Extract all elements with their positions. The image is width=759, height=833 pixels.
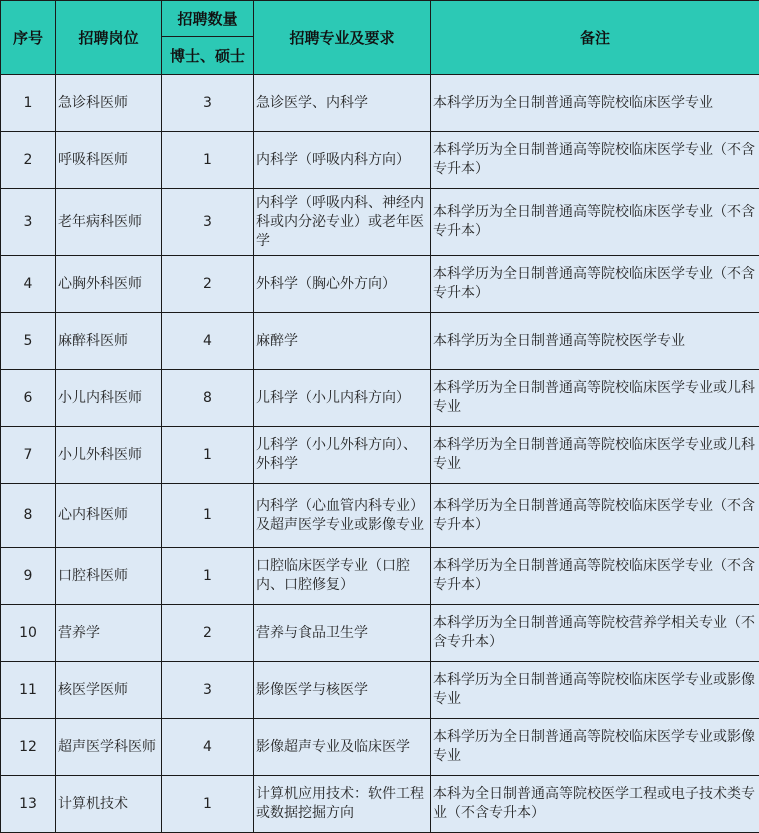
cell-count: 1: [162, 484, 254, 548]
cell-count: 1: [162, 427, 254, 484]
cell-count: 1: [162, 548, 254, 605]
header-index: 序号: [1, 1, 56, 75]
cell-remark: 本科学历为全日制普通高等院校临床医学专业或儿科专业: [431, 370, 759, 427]
header-position: 招聘岗位: [56, 1, 162, 75]
header-count: 招聘数量: [162, 1, 254, 37]
cell-major: 内科学（心血管内科专业）及超声医学专业或影像专业: [254, 484, 431, 548]
cell-index: 3: [1, 189, 56, 256]
cell-index: 5: [1, 313, 56, 370]
cell-position: 口腔科医师: [56, 548, 162, 605]
cell-position: 麻醉科医师: [56, 313, 162, 370]
table-row: [1, 484, 759, 548]
cell-remark: 本科学历为全日制普通高等院校营养学相关专业（不含专升本）: [431, 605, 759, 662]
cell-count: 1: [162, 776, 254, 833]
cell-major: 影像超声专业及临床医学: [254, 719, 431, 776]
cell-index: 9: [1, 548, 56, 605]
cell-position: 急诊科医师: [56, 75, 162, 132]
cell-position: 呼吸科医师: [56, 132, 162, 189]
cell-index: 13: [1, 776, 56, 833]
table-row: [1, 256, 759, 313]
cell-remark: 本科学历为全日制普通高等院校临床医学专业（不含专升本）: [431, 548, 759, 605]
table-row: [1, 719, 759, 776]
cell-remark: 本科学历为全日制普通高等院校临床医学专业（不含专升本）: [431, 484, 759, 548]
table-row: [1, 548, 759, 605]
cell-count: 3: [162, 75, 254, 132]
cell-major: 影像医学与核医学: [254, 662, 431, 719]
table-row: [1, 427, 759, 484]
cell-count: 3: [162, 189, 254, 256]
cell-count: 4: [162, 719, 254, 776]
cell-index: 7: [1, 427, 56, 484]
cell-major: 内科学（呼吸内科方向）: [254, 132, 431, 189]
cell-position: 超声医学科医师: [56, 719, 162, 776]
cell-count: 2: [162, 605, 254, 662]
table-row: [1, 776, 759, 833]
cell-major: 儿科学（小儿内科方向）: [254, 370, 431, 427]
cell-remark: 本科学历为全日制普通高等院校医学专业: [431, 313, 759, 370]
cell-remark: 本科学历为全日制普通高等院校临床医学专业（不含专升本）: [431, 189, 759, 256]
cell-count: 3: [162, 662, 254, 719]
cell-position: 小儿内科医师: [56, 370, 162, 427]
table-row: [1, 605, 759, 662]
cell-remark: 本科为全日制普通高等院校医学工程或电子技术类专业（不含专升本）: [431, 776, 759, 833]
cell-remark: 本科学历为全日制普通高等院校临床医学专业: [431, 75, 759, 132]
table-row: [1, 189, 759, 256]
cell-position: 心胸外科医师: [56, 256, 162, 313]
cell-remark: 本科学历为全日制普通高等院校临床医学专业或儿科专业: [431, 427, 759, 484]
cell-position: 心内科医师: [56, 484, 162, 548]
header-major: 招聘专业及要求: [254, 1, 431, 75]
cell-major: 营养与食品卫生学: [254, 605, 431, 662]
cell-index: 12: [1, 719, 56, 776]
header-remark: 备注: [431, 1, 759, 75]
cell-remark: 本科学历为全日制普通高等院校临床医学专业或影像专业: [431, 719, 759, 776]
cell-count: 8: [162, 370, 254, 427]
cell-position: 核医学医师: [56, 662, 162, 719]
cell-major: 内科学（呼吸内科、神经内科或内分泌专业）或老年医学: [254, 189, 431, 256]
table-body: [1, 75, 759, 833]
cell-position: 计算机技术: [56, 776, 162, 833]
cell-major: 急诊医学、内科学: [254, 75, 431, 132]
cell-position: 老年病科医师: [56, 189, 162, 256]
cell-index: 6: [1, 370, 56, 427]
cell-index: 11: [1, 662, 56, 719]
cell-index: 10: [1, 605, 56, 662]
cell-major: 外科学（胸心外方向）: [254, 256, 431, 313]
table-row: [1, 313, 759, 370]
cell-major: 麻醉学: [254, 313, 431, 370]
cell-position: 营养学: [56, 605, 162, 662]
cell-index: 1: [1, 75, 56, 132]
cell-index: 4: [1, 256, 56, 313]
cell-count: 1: [162, 132, 254, 189]
cell-remark: 本科学历为全日制普通高等院校临床医学专业或影像专业: [431, 662, 759, 719]
cell-position: 小儿外科医师: [56, 427, 162, 484]
cell-remark: 本科学历为全日制普通高等院校临床医学专业（不含专升本）: [431, 256, 759, 313]
table-row: [1, 370, 759, 427]
cell-count: 2: [162, 256, 254, 313]
table-row: [1, 132, 759, 189]
cell-major: 儿科学（小儿外科方向）、外科学: [254, 427, 431, 484]
cell-index: 8: [1, 484, 56, 548]
cell-major: 口腔临床医学专业（口腔内、口腔修复）: [254, 548, 431, 605]
cell-remark: 本科学历为全日制普通高等院校临床医学专业（不含专升本）: [431, 132, 759, 189]
cell-major: 计算机应用技术：软件工程或数据挖掘方向: [254, 776, 431, 833]
cell-count: 4: [162, 313, 254, 370]
table-row: [1, 75, 759, 132]
cell-index: 2: [1, 132, 56, 189]
header-count-sub: 博士、硕士: [162, 37, 254, 75]
table-row: [1, 662, 759, 719]
